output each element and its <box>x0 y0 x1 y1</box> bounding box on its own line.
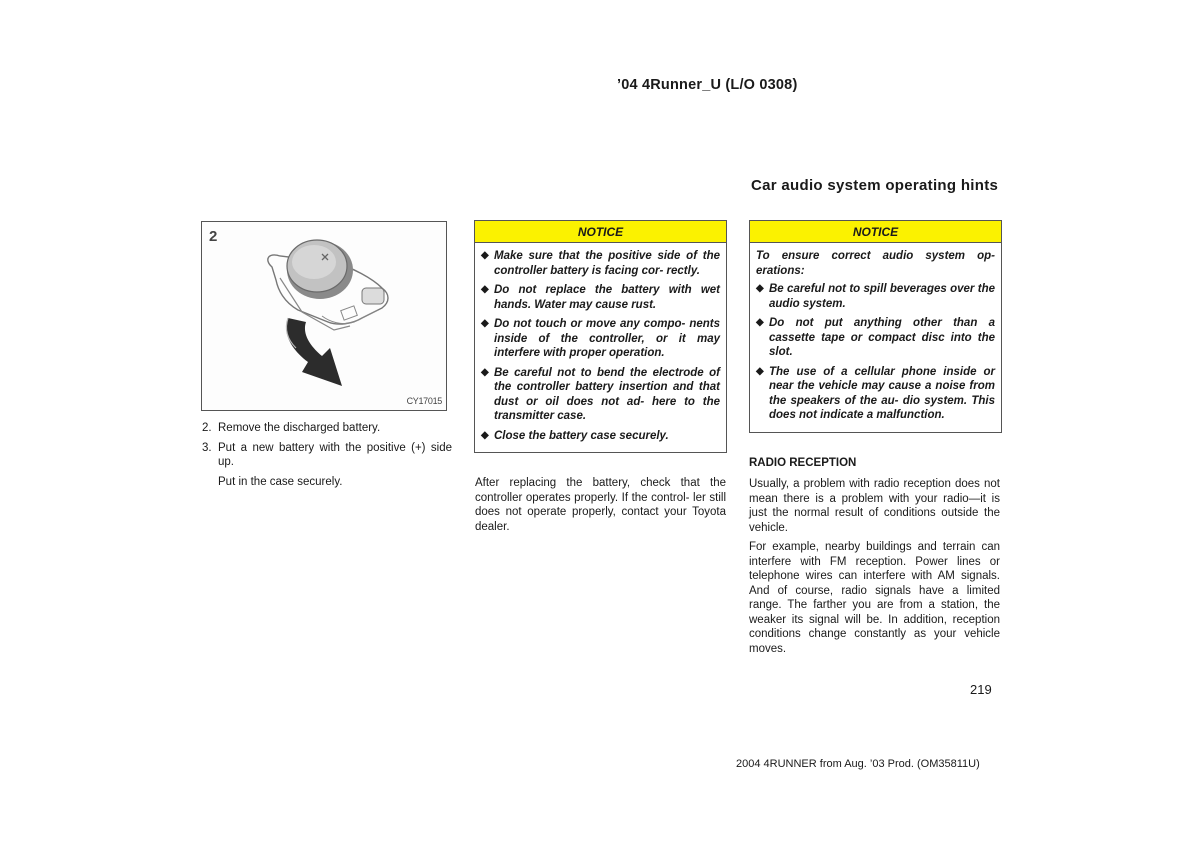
notice-item <box>481 249 720 278</box>
figure-code: CY17015 <box>406 396 442 406</box>
notice-title: NOTICE <box>475 221 726 243</box>
notice-item <box>481 317 720 361</box>
notice-item <box>481 283 720 312</box>
audio-notice-box <box>749 220 1002 433</box>
notice-item-text: Do not touch or move any compo- nents inside of the controller, or it may interfere with proper operation. <box>494 318 720 359</box>
after-replacement-text: After replacing the battery, check that the controller operates properly. If the control- ler still does not operate properly, contact your Toyota dealer. <box>475 477 726 533</box>
radio-reception-heading: RADIO RECEPTION <box>749 457 857 469</box>
step-item <box>202 441 452 470</box>
step-note: Put in the case securely. <box>218 475 343 488</box>
step-item <box>202 421 452 436</box>
radio-paragraph: Usually, a problem with radio reception does not mean there is a problem with your radio—it is just the normal result of conditions outside the vehicle. <box>749 478 1000 534</box>
step-number: 2. <box>202 422 212 434</box>
notice-item-text: The use of a cellular phone inside or near the vehicle may cause a noise from the speakers of the au- dio system. This does not indicate a malfunction. <box>769 365 995 421</box>
notice-item <box>481 366 720 424</box>
step-number: 3. <box>202 441 212 454</box>
notice-item <box>756 365 995 423</box>
notice-item <box>481 429 720 444</box>
notice-body <box>475 243 726 452</box>
battery-notice-box <box>474 220 727 453</box>
notice-item-text: Make sure that the positive side of the controller battery is facing cor- rectly. <box>494 250 720 277</box>
step-text: Remove the discharged battery. <box>218 422 381 434</box>
notice-item-text: Close the battery case securely. <box>494 429 669 442</box>
diamond-bullet-icon: ◆ <box>756 365 764 377</box>
notice-item-text: Do not put anything other than a cassette tape or compact disc into the slot. <box>769 317 995 358</box>
diamond-bullet-icon: ◆ <box>756 283 764 294</box>
notice-item <box>756 282 995 311</box>
section-title: Car audio system operating hints <box>751 177 999 194</box>
diamond-bullet-icon: ◆ <box>481 429 489 441</box>
document-header-code: ’04 4Runner_U (L/O 0308) <box>617 77 798 93</box>
radio-paragraph: For example, nearby buildings and terrain can interfere with FM reception. Power lines or telephone wires can interfere with AM signals. And of course, radio signals have a limited range. The farther you are from a station, the weaker its signal will be. In addition, reception conditions change constantly as your vehicle moves. <box>749 541 1000 655</box>
notice-item <box>756 316 995 360</box>
notice-item-text: Be careful not to bend the electrode of the controller battery insertion and that dust or oil does not ad- here to the transmitter case. <box>494 366 720 422</box>
notice-intro: To ensure correct audio system op- erations: <box>756 250 995 277</box>
diamond-bullet-icon: ◆ <box>756 317 764 328</box>
replacement-steps <box>202 421 452 489</box>
notice-body <box>750 243 1001 432</box>
diamond-bullet-icon: ◆ <box>481 284 489 295</box>
notice-item-text: Do not replace the battery with wet hands. Water may cause rust. <box>494 284 720 311</box>
document-footer: 2004 4RUNNER from Aug. ’03 Prod. (OM35811U) <box>736 758 980 770</box>
diamond-bullet-icon: ◆ <box>481 250 489 261</box>
figure-number: 2 <box>209 228 218 245</box>
diamond-bullet-icon: ◆ <box>481 318 489 329</box>
battery-illustration <box>202 222 446 410</box>
diamond-bullet-icon: ◆ <box>481 366 489 378</box>
step-text: Put a new battery with the positive (+) side up. <box>218 441 452 468</box>
notice-title: NOTICE <box>750 221 1001 243</box>
notice-item-text: Be careful not to spill beverages over the audio system. <box>769 283 995 310</box>
page-number: 219 <box>970 682 992 697</box>
battery-replacement-figure <box>201 221 447 411</box>
